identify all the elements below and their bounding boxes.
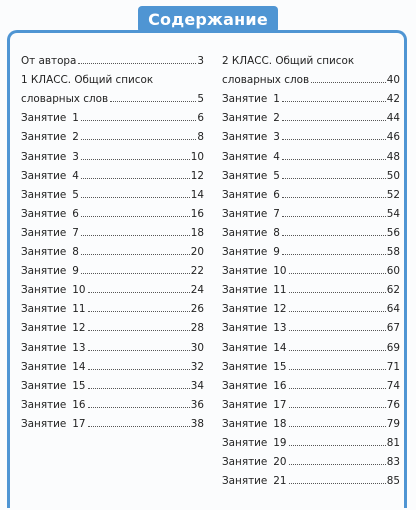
toc-entry-lesson[interactable] xyxy=(222,182,400,201)
toc-entry-label: Занятие xyxy=(222,436,268,449)
toc-entry-number: 3 xyxy=(273,131,280,144)
toc-entry-number: 10 xyxy=(273,265,287,278)
toc-entry-page: 58 xyxy=(386,246,400,259)
leader-dots xyxy=(88,388,190,389)
leader-dots xyxy=(289,426,386,427)
toc-entry-number: 5 xyxy=(72,188,79,201)
toc-entry-page: 60 xyxy=(386,265,400,278)
toc-entry-lesson[interactable] xyxy=(21,220,204,239)
toc-entry-lesson[interactable] xyxy=(222,392,400,411)
toc-entry-label: Занятие xyxy=(21,169,67,182)
toc-entry-page: 42 xyxy=(386,93,400,106)
toc-entry-lesson[interactable] xyxy=(222,411,400,430)
toc-entry-number: 15 xyxy=(72,379,86,392)
toc-entry-page: 52 xyxy=(386,188,400,201)
toc-entry-number: 1 xyxy=(273,93,280,106)
toc-entry-page: 69 xyxy=(386,341,400,354)
leader-dots xyxy=(282,235,386,236)
toc-entry-page: 44 xyxy=(386,112,400,125)
toc-entry-number: 18 xyxy=(273,417,287,430)
toc-entry-number: 14 xyxy=(72,360,86,373)
toc-entry-label: Занятие xyxy=(222,265,268,278)
toc-entry-lesson[interactable] xyxy=(21,277,204,296)
leader-dots xyxy=(282,159,386,160)
section-heading-line1: 2 КЛАСС. Общий список xyxy=(222,55,355,68)
toc-entry-label: Занятие xyxy=(21,284,67,297)
toc-entry-lesson[interactable] xyxy=(222,220,400,239)
leader-dots xyxy=(282,254,386,255)
toc-entry-lesson[interactable] xyxy=(222,277,400,296)
toc-entry-page: 67 xyxy=(386,322,400,335)
toc-section-heading-1[interactable] xyxy=(21,67,204,86)
toc-entry-page: 40 xyxy=(386,74,400,87)
toc-section-entry-1[interactable] xyxy=(21,86,204,105)
toc-entry-page: 54 xyxy=(386,207,400,220)
toc-entry-label: Занятие xyxy=(222,226,268,239)
toc-entry-page: 8 xyxy=(197,131,204,144)
toc-entry-label: Занятие xyxy=(222,188,268,201)
toc-entry-number: 1 xyxy=(72,112,79,125)
toc-entry-number: 3 xyxy=(72,150,79,163)
toc-entry-label: Занятие xyxy=(21,398,67,411)
toc-entry-lesson[interactable] xyxy=(222,86,400,105)
toc-entry-label: Занятие xyxy=(21,360,67,373)
toc-entry-page: 79 xyxy=(386,417,400,430)
leader-dots xyxy=(289,330,386,331)
leader-dots xyxy=(81,120,196,121)
toc-entry-label: Занятие xyxy=(21,379,67,392)
toc-entry-page: 34 xyxy=(190,379,204,392)
toc-entry-number: 16 xyxy=(273,379,287,392)
toc-entry-page: 18 xyxy=(190,226,204,239)
title-wrap xyxy=(0,6,416,33)
leader-dots xyxy=(88,407,190,408)
toc-entry-page: 71 xyxy=(386,360,400,373)
lesson-list-right xyxy=(222,86,400,487)
toc-entry-page: 32 xyxy=(190,360,204,373)
toc-entry-page: 16 xyxy=(190,207,204,220)
toc-entry-label: Занятие xyxy=(21,303,67,316)
toc-entry-label: Занятие xyxy=(222,112,268,125)
leader-dots xyxy=(81,216,190,217)
toc-entry-page: 12 xyxy=(190,169,204,182)
toc-entry-page: 14 xyxy=(190,188,204,201)
leader-dots xyxy=(88,426,190,427)
toc-entry-page: 74 xyxy=(386,379,400,392)
toc-entry-number: 11 xyxy=(72,303,86,316)
toc-entry-number: 12 xyxy=(72,322,86,335)
toc-entry-label: Занятие xyxy=(21,207,67,220)
toc-entry-lesson[interactable] xyxy=(21,163,204,182)
leader-dots xyxy=(311,82,386,83)
toc-entry-label: Занятие xyxy=(21,188,67,201)
toc-entry-lesson[interactable] xyxy=(222,334,400,353)
toc-entry-lesson[interactable] xyxy=(222,354,400,373)
leader-dots xyxy=(289,311,386,312)
leader-dots xyxy=(289,464,386,465)
toc-entry-label: Занятие xyxy=(21,112,67,125)
toc-entry-number: 21 xyxy=(273,475,287,488)
leader-dots xyxy=(289,388,386,389)
toc-entry-label: Занятие xyxy=(222,398,268,411)
leader-dots xyxy=(88,311,190,312)
leader-dots xyxy=(289,350,386,351)
toc-entry-page: 76 xyxy=(386,398,400,411)
toc-entry-lesson[interactable] xyxy=(21,105,204,124)
leader-dots xyxy=(81,197,190,198)
toc-entry-page: 26 xyxy=(190,303,204,316)
toc-entry-lesson[interactable] xyxy=(21,354,204,373)
toc-entry-lesson[interactable] xyxy=(222,163,400,182)
toc-entry-intro[interactable] xyxy=(21,48,204,67)
toc-entry-number: 6 xyxy=(72,207,79,220)
toc-entry-label: Занятие xyxy=(21,265,67,278)
toc-entry-label: Занятие xyxy=(222,284,268,297)
toc-entry-number: 4 xyxy=(72,169,79,182)
leader-dots xyxy=(289,292,386,293)
toc-entry-label: Занятие xyxy=(222,303,268,316)
toc-entry-lesson[interactable] xyxy=(222,373,400,392)
toc-entry-number: 16 xyxy=(72,398,86,411)
leader-dots xyxy=(81,159,190,160)
leader-dots xyxy=(78,63,196,64)
leader-dots xyxy=(282,216,386,217)
toc-entry-label: Занятие xyxy=(222,341,268,354)
leader-dots xyxy=(110,101,196,102)
toc-entry-label: Занятие xyxy=(21,226,67,239)
toc-entry-label: Занятие xyxy=(222,93,268,106)
toc-entry-label: Занятие xyxy=(222,150,268,163)
section-heading-line2: словарных слов xyxy=(21,93,109,106)
toc-entry-lesson[interactable] xyxy=(222,468,400,487)
toc-entry-lesson[interactable] xyxy=(21,124,204,143)
toc-entry-label: Занятие xyxy=(21,246,67,259)
toc-entry-label: Занятие xyxy=(222,169,268,182)
toc-entry-lesson[interactable] xyxy=(21,258,204,277)
toc-entry-number: 9 xyxy=(273,246,280,259)
toc-entry-label: Занятие xyxy=(222,207,268,220)
toc-entry-number: 8 xyxy=(72,246,79,259)
toc-entry-lesson[interactable] xyxy=(222,315,400,334)
toc-entry-number: 19 xyxy=(273,436,287,449)
toc-entry-lesson[interactable] xyxy=(222,258,400,277)
toc-entry-number: 20 xyxy=(273,456,287,469)
toc-entry-label: Занятие xyxy=(21,131,67,144)
toc-section-entry-2[interactable] xyxy=(222,67,400,86)
leader-dots xyxy=(81,235,190,236)
toc-entry-number: 8 xyxy=(273,226,280,239)
leader-dots xyxy=(289,445,386,446)
leader-dots xyxy=(81,273,190,274)
leader-dots xyxy=(289,369,386,370)
toc-entry-lesson[interactable] xyxy=(21,392,204,411)
toc-entry-page: 83 xyxy=(386,456,400,469)
toc-entry-page: 85 xyxy=(386,475,400,488)
section-heading-line1: 1 КЛАСС. Общий список xyxy=(21,74,154,87)
toc-entry-lesson[interactable] xyxy=(222,143,400,162)
leader-dots xyxy=(282,178,386,179)
toc-entry-label: От автора xyxy=(21,55,77,68)
toc-entry-lesson[interactable] xyxy=(222,124,400,143)
toc-entry-page: 20 xyxy=(190,246,204,259)
toc-entry-lesson[interactable] xyxy=(222,239,400,258)
toc-entry-page: 50 xyxy=(386,169,400,182)
toc-entry-number: 17 xyxy=(72,417,86,430)
leader-dots xyxy=(88,292,190,293)
leader-dots xyxy=(88,330,190,331)
leader-dots xyxy=(289,273,386,274)
toc-entry-lesson[interactable] xyxy=(21,411,204,430)
toc-entry-number: 14 xyxy=(273,341,287,354)
toc-entry-number: 2 xyxy=(72,131,79,144)
toc-entry-label: Занятие xyxy=(222,322,268,335)
toc-entry-page: 48 xyxy=(386,150,400,163)
toc-entry-number: 10 xyxy=(72,284,86,297)
toc-entry-label: Занятие xyxy=(222,131,268,144)
toc-entry-label: Занятие xyxy=(222,417,268,430)
leader-dots xyxy=(81,139,196,140)
toc-entry-page: 5 xyxy=(197,93,204,106)
toc-entry-page: 6 xyxy=(197,112,204,125)
leader-dots xyxy=(282,101,386,102)
toc-entry-page: 30 xyxy=(190,341,204,354)
toc-entry-number: 7 xyxy=(72,226,79,239)
toc-entry-lesson[interactable] xyxy=(21,182,204,201)
toc-entry-label: Занятие xyxy=(222,456,268,469)
toc-entry-number: 13 xyxy=(273,322,287,335)
toc-entry-lesson[interactable] xyxy=(222,296,400,315)
toc-entry-page: 36 xyxy=(190,398,204,411)
toc-entry-label: Занятие xyxy=(21,322,67,335)
leader-dots xyxy=(282,197,386,198)
leader-dots xyxy=(88,350,190,351)
toc-entry-label: Занятие xyxy=(222,379,268,392)
toc-entry-number: 4 xyxy=(273,150,280,163)
toc-entry-lesson[interactable] xyxy=(21,143,204,162)
toc-entry-lesson[interactable] xyxy=(222,449,400,468)
toc-entry-number: 11 xyxy=(273,284,287,297)
toc-entry-lesson[interactable] xyxy=(222,201,400,220)
toc-entry-lesson[interactable] xyxy=(222,430,400,449)
toc-entry-number: 17 xyxy=(273,398,287,411)
toc-entry-number: 2 xyxy=(273,112,280,125)
toc-column-left xyxy=(21,48,204,430)
toc-entry-number: 12 xyxy=(273,303,287,316)
toc-entry-label: Занятие xyxy=(222,475,268,488)
toc-section-heading-2[interactable] xyxy=(222,48,400,67)
leader-dots xyxy=(289,483,386,484)
toc-entry-lesson[interactable] xyxy=(21,239,204,258)
toc-entry-page: 28 xyxy=(190,322,204,335)
toc-column-right xyxy=(222,48,400,487)
toc-entry-number: 9 xyxy=(72,265,79,278)
leader-dots xyxy=(81,254,190,255)
toc-entry-page: 10 xyxy=(190,150,204,163)
toc-entry-label: Занятие xyxy=(21,341,67,354)
toc-entry-page: 46 xyxy=(386,131,400,144)
toc-entry-lesson[interactable] xyxy=(21,201,204,220)
toc-entry-number: 13 xyxy=(72,341,86,354)
leader-dots xyxy=(81,178,190,179)
toc-entry-number: 15 xyxy=(273,360,287,373)
leader-dots xyxy=(282,120,386,121)
toc-entry-number: 5 xyxy=(273,169,280,182)
toc-entry-page: 24 xyxy=(190,284,204,297)
toc-entry-page: 62 xyxy=(386,284,400,297)
toc-entry-number: 6 xyxy=(273,188,280,201)
toc-entry-label: Занятие xyxy=(21,150,67,163)
toc-entry-page: 38 xyxy=(190,417,204,430)
toc-entry-label: Занятие xyxy=(222,360,268,373)
toc-entry-page: 56 xyxy=(386,226,400,239)
toc-entry-page: 22 xyxy=(190,265,204,278)
toc-entry-lesson[interactable] xyxy=(21,296,204,315)
toc-entry-page: 3 xyxy=(197,55,204,68)
toc-entry-lesson[interactable] xyxy=(21,334,204,353)
leader-dots xyxy=(282,139,386,140)
toc-entry-lesson[interactable] xyxy=(21,315,204,334)
toc-entry-label: Занятие xyxy=(222,246,268,259)
leader-dots xyxy=(289,407,386,408)
leader-dots xyxy=(88,369,190,370)
toc-entry-page: 81 xyxy=(386,436,400,449)
toc-entry-lesson[interactable] xyxy=(21,373,204,392)
lesson-list-left xyxy=(21,105,204,430)
section-heading-line2: словарных слов xyxy=(222,74,310,87)
toc-entry-number: 7 xyxy=(273,207,280,220)
page-title: Содержание xyxy=(138,6,278,33)
toc-entry-page: 64 xyxy=(386,303,400,316)
toc-entry-label: Занятие xyxy=(21,417,67,430)
toc-entry-lesson[interactable] xyxy=(222,105,400,124)
